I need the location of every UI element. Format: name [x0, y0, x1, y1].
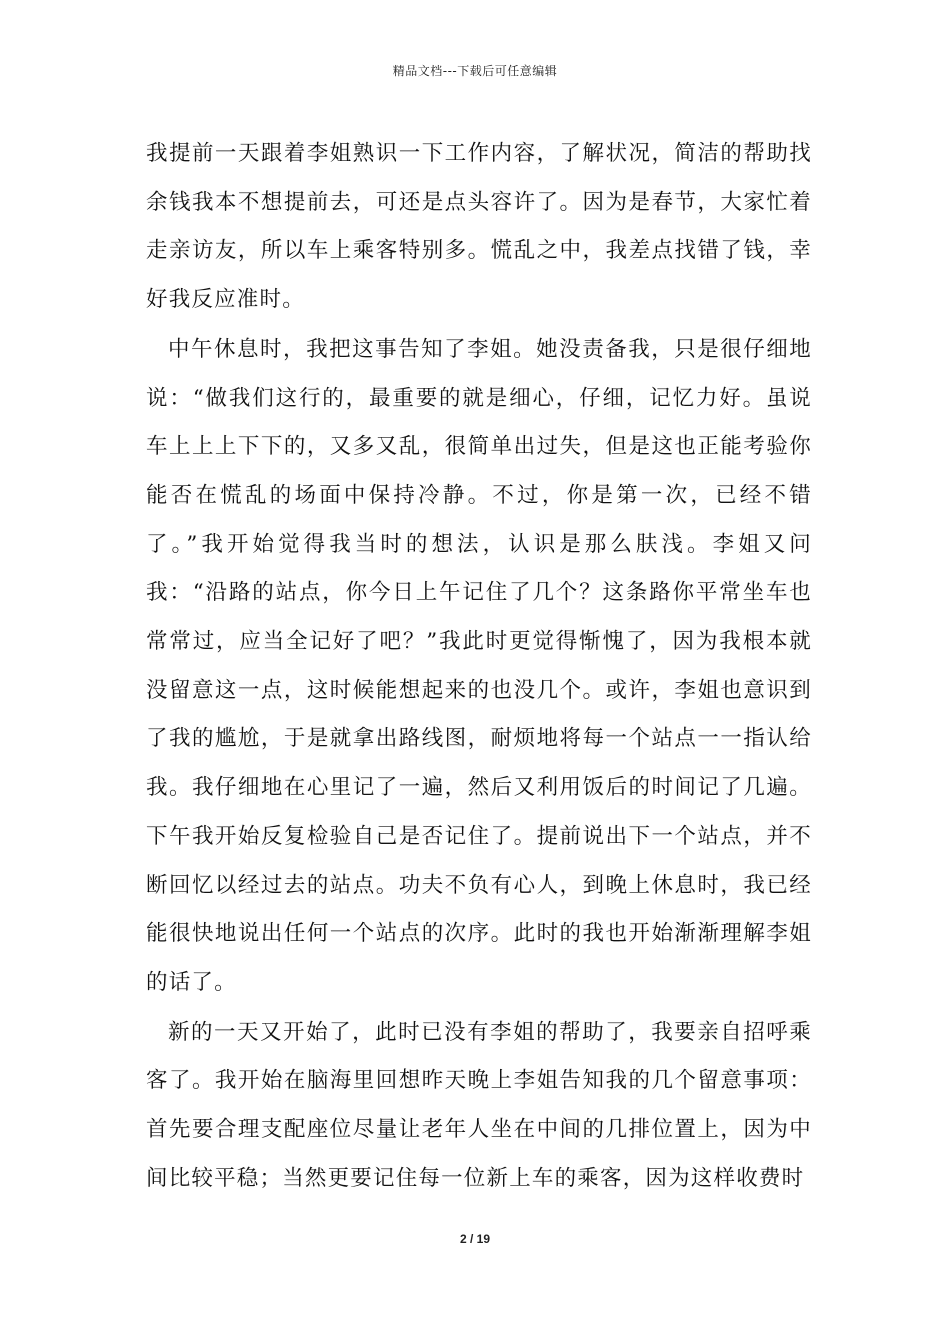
page-number: 2 / 19 — [459, 1232, 491, 1246]
paragraph-1: 我提前一天跟着李姐熟识一下工作内容，了解状况，简洁的帮助找余钱我本不想提前去，可还是点头容许了。因为是春节，大家忙着走亲访友，所以车上乘客特别多。慌乱之中，我差点找错了钱，幸好我反应准时。 — [146, 141, 812, 313]
paragraph-2: 中午休息时，我把这事告知了李姐。她没责备我，只是很仔细地说：“做我们这行的，最重要的就是细心，仔细，记忆力好。虽说车上上上下下的，又多又乱，很简单出过失，但是这也正能考验你能否在慌乱的场面中保持冷静。不过，你是第一次，已经不错了。”我开始觉得我当时的想法，认识是那么肤浅。李姐又问我：“沿路的站点，你今日上午记住了几个？这条路你平常坐车也常常过，应当全记好了吧？”我此时更觉得惭愧了，因为我根本就没留意这一点，这时候能想起来的也没几个。或许，李姐也意识到了我的尴尬，于是就拿出路线图，耐烦地将每一个站点一一指认给我。我仔细地在心里记了一遍，然后又利用饭后的时间记了几遍。下午我开始反复检验自己是否记住了。提前说出下一个站点，并不断回忆以经过去的站点。功夫不负有心人，到晚上休息时，我已经能很快地说出任何一个站点的次序。此时的我也开始渐渐理解李姐的话了。 — [146, 336, 812, 995]
document-body — [146, 130, 812, 1203]
page-header: 精品文档---下载后可任意编辑 — [392, 64, 558, 78]
paragraph-3: 新的一天又开始了，此时已没有李姐的帮助了，我要亲自招呼乘客了。我开始在脑海里回想昨天晚上李姐告知我的几个留意事项：首先要合理支配座位尽量让老年人坐在中间的几排位置上，因为中间比较平稳；当然更要记住每一位新上车的乘客，因为这样收费时 — [146, 1019, 812, 1191]
